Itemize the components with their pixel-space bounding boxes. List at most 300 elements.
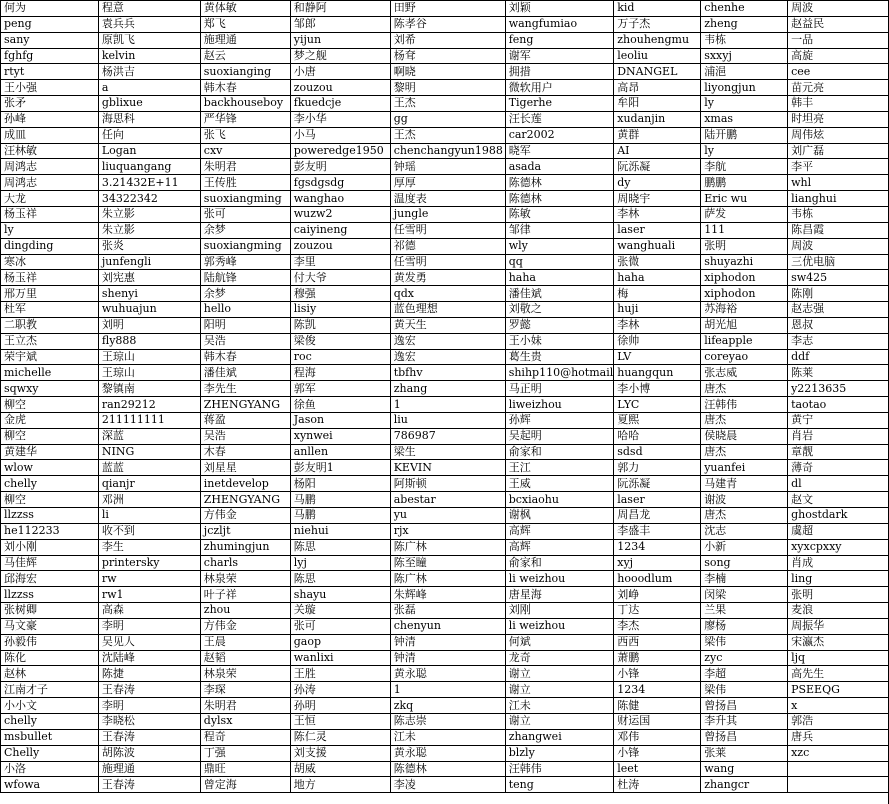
table-cell[interactable]: 高辉 xyxy=(505,539,614,555)
table-cell[interactable]: 萨发 xyxy=(701,206,788,222)
table-cell[interactable]: 徐帅 xyxy=(614,333,701,349)
table-cell[interactable]: 余梦 xyxy=(200,222,290,238)
table-cell[interactable]: 何斌 xyxy=(505,634,614,650)
table-cell[interactable]: shenyi xyxy=(98,286,200,302)
table-cell[interactable]: sxxyj xyxy=(701,48,788,64)
table-cell[interactable]: wanghuali xyxy=(614,238,701,254)
table-cell[interactable]: rtyt xyxy=(1,64,99,80)
table-cell[interactable]: 陈孝谷 xyxy=(390,16,505,32)
table-cell[interactable]: chenyun xyxy=(390,618,505,634)
table-cell[interactable]: 梁俊 xyxy=(290,333,390,349)
table-cell[interactable]: 阮泺凝 xyxy=(614,159,701,175)
table-cell[interactable]: 虞超 xyxy=(788,523,889,539)
table-cell[interactable]: 唐星海 xyxy=(505,587,614,603)
table-cell[interactable]: jungle xyxy=(390,206,505,222)
table-cell[interactable]: inetdevelop xyxy=(200,476,290,492)
table-cell[interactable]: liyongjun xyxy=(701,80,788,96)
table-cell[interactable]: 孙辉 xyxy=(505,412,614,428)
table-cell[interactable]: 小锋 xyxy=(614,666,701,682)
table-cell[interactable]: 王晨 xyxy=(200,634,290,650)
table-cell[interactable]: wlow xyxy=(1,460,99,476)
table-cell[interactable]: 邓洲 xyxy=(98,492,200,508)
table-cell[interactable]: 温度表 xyxy=(390,191,505,207)
table-cell[interactable]: 浦浥 xyxy=(701,64,788,80)
table-cell[interactable]: 1234 xyxy=(614,682,701,698)
table-cell[interactable]: Chelly xyxy=(1,745,99,761)
table-cell[interactable]: 李林 xyxy=(614,317,701,333)
table-cell[interactable]: Jason xyxy=(290,412,390,428)
table-cell[interactable]: ling xyxy=(788,571,889,587)
table-cell[interactable]: 陈广林 xyxy=(390,539,505,555)
table-cell[interactable]: 汪韩伟 xyxy=(701,397,788,413)
table-cell[interactable]: 汪长莲 xyxy=(505,111,614,127)
table-cell[interactable]: 潘佳斌 xyxy=(505,286,614,302)
table-cell[interactable]: 刘小刚 xyxy=(1,539,99,555)
table-cell[interactable]: michelle xyxy=(1,365,99,381)
table-cell[interactable]: ghostdark xyxy=(788,508,889,524)
table-cell[interactable]: 陈化 xyxy=(1,650,99,666)
table-cell[interactable]: 李林 xyxy=(614,206,701,222)
table-cell[interactable]: rw1 xyxy=(98,587,200,603)
table-cell[interactable]: zhangwei xyxy=(505,729,614,745)
table-cell[interactable]: whl xyxy=(788,175,889,191)
table-cell[interactable]: 蓝蓝 xyxy=(98,460,200,476)
table-cell[interactable]: charls xyxy=(200,555,290,571)
table-cell[interactable]: feng xyxy=(505,32,614,48)
table-cell[interactable] xyxy=(788,761,889,777)
table-cell[interactable]: 吴起明 xyxy=(505,428,614,444)
table-cell[interactable]: 高昂 xyxy=(614,80,701,96)
table-cell[interactable]: 高辉 xyxy=(505,523,614,539)
table-cell[interactable]: 阮泺凝 xyxy=(614,476,701,492)
table-cell[interactable]: 杜军 xyxy=(1,302,99,318)
table-cell[interactable]: 任雪明 xyxy=(390,254,505,270)
table-cell[interactable] xyxy=(788,777,889,793)
table-cell[interactable]: 哈哈 xyxy=(614,428,701,444)
table-cell[interactable]: ly xyxy=(701,143,788,159)
table-cell[interactable]: 谢波 xyxy=(701,492,788,508)
table-cell[interactable]: zhang xyxy=(390,381,505,397)
table-cell[interactable]: tbfhv xyxy=(390,365,505,381)
table-cell[interactable]: KEVIN xyxy=(390,460,505,476)
table-cell[interactable]: 牟阳 xyxy=(614,96,701,112)
table-cell[interactable]: 曾扬昌 xyxy=(701,698,788,714)
table-cell[interactable]: cxv xyxy=(200,143,290,159)
table-cell[interactable]: 陈仁灵 xyxy=(290,729,390,745)
table-cell[interactable]: haha xyxy=(614,270,701,286)
table-cell[interactable]: 陈思 xyxy=(290,571,390,587)
table-cell[interactable]: wuzw2 xyxy=(290,206,390,222)
table-cell[interactable]: 小新 xyxy=(701,539,788,555)
table-cell[interactable]: chenchangyun1988 xyxy=(390,143,505,159)
table-cell[interactable]: 黄宁 xyxy=(788,412,889,428)
table-cell[interactable]: coreyao xyxy=(701,349,788,365)
table-cell[interactable]: 三优电脑 xyxy=(788,254,889,270)
table-cell[interactable]: 张树卿 xyxy=(1,603,99,619)
table-cell[interactable]: ly xyxy=(701,96,788,112)
table-cell[interactable]: 张磊 xyxy=(390,603,505,619)
table-cell[interactable]: abestar xyxy=(390,492,505,508)
table-cell[interactable]: 收不到 xyxy=(98,523,200,539)
table-cell[interactable]: 刘峥 xyxy=(614,587,701,603)
table-cell[interactable]: 李生 xyxy=(98,539,200,555)
table-cell[interactable]: yijun xyxy=(290,32,390,48)
table-cell[interactable]: 马佳辉 xyxy=(1,555,99,571)
table-cell[interactable]: 黄建华 xyxy=(1,444,99,460)
table-cell[interactable]: 肖成 xyxy=(788,555,889,571)
table-cell[interactable]: 陈思 xyxy=(290,539,390,555)
table-cell[interactable]: 邓伟 xyxy=(614,729,701,745)
table-cell[interactable]: 恩叔 xyxy=(788,317,889,333)
table-cell[interactable]: 邹郎 xyxy=(290,16,390,32)
table-cell[interactable]: 马正明 xyxy=(505,381,614,397)
table-cell[interactable]: 方伟金 xyxy=(200,618,290,634)
table-cell[interactable]: 3.21432E+11 xyxy=(98,175,200,191)
table-cell[interactable]: xyxcpxxy xyxy=(788,539,889,555)
table-cell[interactable]: 小小文 xyxy=(1,698,99,714)
table-cell[interactable]: 高先生 xyxy=(788,666,889,682)
table-cell[interactable]: 李小博 xyxy=(614,381,701,397)
table-cell[interactable]: roc xyxy=(290,349,390,365)
table-cell[interactable]: 刘颖 xyxy=(505,1,614,17)
table-cell[interactable]: llzzss xyxy=(1,508,99,524)
table-cell[interactable]: zhou xyxy=(200,603,290,619)
table-cell[interactable]: 黄永聪 xyxy=(390,666,505,682)
table-cell[interactable]: 李楠 xyxy=(701,571,788,587)
table-cell[interactable]: 马建青 xyxy=(701,476,788,492)
table-cell[interactable]: 万子杰 xyxy=(614,16,701,32)
table-cell[interactable]: 任雪明 xyxy=(390,222,505,238)
table-cell[interactable]: 陈捷 xyxy=(98,666,200,682)
table-cell[interactable]: 杨玉祥 xyxy=(1,270,99,286)
table-cell[interactable]: 王琼山 xyxy=(98,349,200,365)
table-cell[interactable]: 廖杨 xyxy=(701,618,788,634)
table-cell[interactable]: 苏海裕 xyxy=(701,302,788,318)
table-cell[interactable]: 丁达 xyxy=(614,603,701,619)
table-cell[interactable]: cee xyxy=(788,64,889,80)
table-cell[interactable]: printersky xyxy=(98,555,200,571)
table-cell[interactable]: 罗懿 xyxy=(505,317,614,333)
table-cell[interactable]: 何为 xyxy=(1,1,99,17)
table-cell[interactable]: lyj xyxy=(290,555,390,571)
table-cell[interactable]: 韩木春 xyxy=(200,80,290,96)
table-cell[interactable]: 赵韬 xyxy=(200,650,290,666)
table-cell[interactable]: 小马 xyxy=(290,127,390,143)
table-cell[interactable]: ran29212 xyxy=(98,397,200,413)
table-cell[interactable]: 钟清 xyxy=(390,650,505,666)
table-cell[interactable]: 夏熙 xyxy=(614,412,701,428)
table-cell[interactable]: 周鸿志 xyxy=(1,175,99,191)
table-cell[interactable]: 钟清 xyxy=(390,634,505,650)
table-cell[interactable]: 李航 xyxy=(701,159,788,175)
table-cell[interactable]: rjx xyxy=(390,523,505,539)
table-cell[interactable]: 曾扬昌 xyxy=(701,729,788,745)
table-cell[interactable]: 周鸿志 xyxy=(1,159,99,175)
table-cell[interactable]: 程意 xyxy=(98,1,200,17)
table-cell[interactable]: shuyazhi xyxy=(701,254,788,270)
table-cell[interactable]: 宋瀛杰 xyxy=(788,634,889,650)
table-cell[interactable]: 谢立 xyxy=(505,713,614,729)
table-cell[interactable]: 梁伟 xyxy=(701,634,788,650)
table-cell[interactable]: wanghao xyxy=(290,191,390,207)
table-cell[interactable]: 程海 xyxy=(290,365,390,381)
table-cell[interactable]: 林泉荣 xyxy=(200,571,290,587)
table-cell[interactable]: 梁生 xyxy=(390,444,505,460)
table-cell[interactable]: 程奇 xyxy=(200,729,290,745)
table-cell[interactable]: rw xyxy=(98,571,200,587)
table-cell[interactable]: 黄发勇 xyxy=(390,270,505,286)
table-cell[interactable]: 西西 xyxy=(614,634,701,650)
table-cell[interactable]: 刘希 xyxy=(390,32,505,48)
table-cell[interactable]: 袁兵兵 xyxy=(98,16,200,32)
table-cell[interactable]: 施理通 xyxy=(98,761,200,777)
table-cell[interactable]: 王杰 xyxy=(390,127,505,143)
table-cell[interactable]: x xyxy=(788,698,889,714)
table-cell[interactable]: 萧鹏 xyxy=(614,650,701,666)
table-cell[interactable]: wuhuajun xyxy=(98,302,200,318)
table-cell[interactable]: 海思科 xyxy=(98,111,200,127)
table-cell[interactable]: ly xyxy=(1,222,99,238)
table-cell[interactable]: wangfumiao xyxy=(505,16,614,32)
table-cell[interactable]: 谢立 xyxy=(505,666,614,682)
table-cell[interactable]: 马文豪 xyxy=(1,618,99,634)
table-cell[interactable]: 俞家和 xyxy=(505,444,614,460)
table-cell[interactable]: 李明 xyxy=(98,618,200,634)
table-cell[interactable]: 朱明君 xyxy=(200,698,290,714)
table-cell[interactable]: jczljt xyxy=(200,523,290,539)
table-cell[interactable]: 李凌 xyxy=(390,777,505,793)
table-cell[interactable]: 孙峰 xyxy=(1,111,99,127)
table-cell[interactable]: 赵益民 xyxy=(788,16,889,32)
table-cell[interactable]: fghfg xyxy=(1,48,99,64)
table-cell[interactable]: xudanjin xyxy=(614,111,701,127)
table-cell[interactable]: PSEEQG xyxy=(788,682,889,698)
table-cell[interactable]: fkuedcje xyxy=(290,96,390,112)
table-cell[interactable]: 韦栋 xyxy=(701,32,788,48)
table-cell[interactable]: 黄天生 xyxy=(390,317,505,333)
table-cell[interactable]: peng xyxy=(1,16,99,32)
table-cell[interactable]: wly xyxy=(505,238,614,254)
table-cell[interactable]: 111 xyxy=(701,222,788,238)
table-cell[interactable]: kelvin xyxy=(98,48,200,64)
table-cell[interactable]: xiphodon xyxy=(701,286,788,302)
table-cell[interactable]: qdx xyxy=(390,286,505,302)
table-cell[interactable]: 黎镇南 xyxy=(98,381,200,397)
table-cell[interactable]: lianghui xyxy=(788,191,889,207)
table-cell[interactable]: wanlixi xyxy=(290,650,390,666)
table-cell[interactable]: 郭秀峰 xyxy=(200,254,290,270)
table-cell[interactable]: 王胜 xyxy=(290,666,390,682)
table-cell[interactable]: blzly xyxy=(505,745,614,761)
table-cell[interactable]: 阿斯顿 xyxy=(390,476,505,492)
table-cell[interactable]: song xyxy=(701,555,788,571)
table-cell[interactable]: 时坦亮 xyxy=(788,111,889,127)
table-cell[interactable]: 孙明 xyxy=(290,698,390,714)
table-cell[interactable]: 小唐 xyxy=(290,64,390,80)
table-cell[interactable]: 财运国 xyxy=(614,713,701,729)
table-cell[interactable]: 张可 xyxy=(290,618,390,634)
table-cell[interactable]: zhumingjun xyxy=(200,539,290,555)
table-cell[interactable]: 韩丰 xyxy=(788,96,889,112)
table-cell[interactable]: 211111111 xyxy=(98,412,200,428)
table-cell[interactable]: 严华锋 xyxy=(200,111,290,127)
table-cell[interactable]: lifeapple xyxy=(701,333,788,349)
table-cell[interactable]: hooodlum xyxy=(614,571,701,587)
table-cell[interactable]: 唐杰 xyxy=(701,508,788,524)
table-cell[interactable]: 786987 xyxy=(390,428,505,444)
table-cell[interactable]: 杨玉祥 xyxy=(1,206,99,222)
table-cell[interactable]: 闵梁 xyxy=(701,587,788,603)
table-cell[interactable]: 1 xyxy=(390,397,505,413)
table-cell[interactable]: sdsd xyxy=(614,444,701,460)
table-cell[interactable]: 林泉荣 xyxy=(200,666,290,682)
table-cell[interactable]: 沈陆峰 xyxy=(98,650,200,666)
table-cell[interactable]: 丁强 xyxy=(200,745,290,761)
table-cell[interactable]: fgsdgsdg xyxy=(290,175,390,191)
table-cell[interactable]: huangqun xyxy=(614,365,701,381)
table-cell[interactable]: 阳明 xyxy=(200,317,290,333)
table-cell[interactable]: 鹏鹏 xyxy=(701,175,788,191)
table-cell[interactable]: 孙涛 xyxy=(290,682,390,698)
table-cell[interactable]: 小锋 xyxy=(614,745,701,761)
table-cell[interactable]: 彭友明1 xyxy=(290,460,390,476)
table-cell[interactable]: 二职教 xyxy=(1,317,99,333)
table-cell[interactable]: 陈敏 xyxy=(505,206,614,222)
table-cell[interactable]: poweredge1950 xyxy=(290,143,390,159)
table-cell[interactable]: 刘刚 xyxy=(505,603,614,619)
table-cell[interactable]: 高森 xyxy=(98,603,200,619)
table-cell[interactable]: 唐兵 xyxy=(788,729,889,745)
table-cell[interactable]: 兰果 xyxy=(701,603,788,619)
table-cell[interactable]: 晓军 xyxy=(505,143,614,159)
table-cell[interactable]: 刘广磊 xyxy=(788,143,889,159)
table-cell[interactable]: 陈志崇 xyxy=(390,713,505,729)
table-cell[interactable]: 成皿 xyxy=(1,127,99,143)
table-cell[interactable]: 柳空 xyxy=(1,428,99,444)
table-cell[interactable]: leet xyxy=(614,761,701,777)
table-cell[interactable]: 薄奇 xyxy=(788,460,889,476)
table-cell[interactable]: 刘宪惠 xyxy=(98,270,200,286)
table-cell[interactable]: 杨洪吉 xyxy=(98,64,200,80)
table-cell[interactable]: 李超 xyxy=(701,666,788,682)
table-cell[interactable]: 陈至瞳 xyxy=(390,555,505,571)
table-cell[interactable]: 马鹏 xyxy=(290,492,390,508)
table-cell[interactable]: 黄体敏 xyxy=(200,1,290,17)
table-cell[interactable]: 张微 xyxy=(614,254,701,270)
table-cell[interactable]: zhangcr xyxy=(701,777,788,793)
table-cell[interactable]: 龙奇 xyxy=(505,650,614,666)
table-cell[interactable]: 深蓝 xyxy=(98,428,200,444)
table-cell[interactable]: 陈凯 xyxy=(290,317,390,333)
table-cell[interactable]: 杜涛 xyxy=(614,777,701,793)
table-cell[interactable]: 李平 xyxy=(788,159,889,175)
table-cell[interactable]: 关璇 xyxy=(290,603,390,619)
table-cell[interactable]: yuanfei xyxy=(701,460,788,476)
table-cell[interactable]: 李明 xyxy=(98,698,200,714)
table-cell[interactable]: 王琼山 xyxy=(98,365,200,381)
table-cell[interactable]: taotao xyxy=(788,397,889,413)
table-cell[interactable]: DNANGEL xyxy=(614,64,701,80)
table-cell[interactable]: 谢枫 xyxy=(505,508,614,524)
table-cell[interactable]: dy xyxy=(614,175,701,191)
table-cell[interactable]: 肖岩 xyxy=(788,428,889,444)
table-cell[interactable]: 叶子祥 xyxy=(200,587,290,603)
table-cell[interactable]: zyc xyxy=(701,650,788,666)
table-cell[interactable]: 郑飞 xyxy=(200,16,290,32)
table-cell[interactable]: 潘佳斌 xyxy=(200,365,290,381)
table-cell[interactable]: liu xyxy=(390,412,505,428)
table-cell[interactable]: xzc xyxy=(788,745,889,761)
table-cell[interactable]: 张可 xyxy=(200,206,290,222)
table-cell[interactable]: 王春涛 xyxy=(98,729,200,745)
table-cell[interactable]: 郭浩 xyxy=(788,713,889,729)
table-cell[interactable]: ljq xyxy=(788,650,889,666)
table-cell[interactable]: 啊晓 xyxy=(390,64,505,80)
table-cell[interactable]: liweizhou xyxy=(505,397,614,413)
table-cell[interactable]: sany xyxy=(1,32,99,48)
table-cell[interactable]: li weizhou xyxy=(505,571,614,587)
table-cell[interactable]: dl xyxy=(788,476,889,492)
table-cell[interactable]: 陈广林 xyxy=(390,571,505,587)
table-cell[interactable]: 梦之舰 xyxy=(290,48,390,64)
table-cell[interactable]: 金虎 xyxy=(1,412,99,428)
table-cell[interactable]: huji xyxy=(614,302,701,318)
table-cell[interactable]: 方伟金 xyxy=(200,508,290,524)
table-cell[interactable]: 黎明 xyxy=(390,80,505,96)
table-cell[interactable]: qianjr xyxy=(98,476,200,492)
table-cell[interactable]: 王恒 xyxy=(290,713,390,729)
table-cell[interactable]: 梅 xyxy=(614,286,701,302)
table-cell[interactable]: 周伟炫 xyxy=(788,127,889,143)
table-cell[interactable]: haha xyxy=(505,270,614,286)
table-cell[interactable]: hello xyxy=(200,302,290,318)
table-cell[interactable]: NING xyxy=(98,444,200,460)
table-cell[interactable]: 陈昌霞 xyxy=(788,222,889,238)
table-cell[interactable]: 朱立影 xyxy=(98,222,200,238)
table-cell[interactable]: qq xyxy=(505,254,614,270)
table-cell[interactable]: 祁德 xyxy=(390,238,505,254)
table-cell[interactable]: 胡陈波 xyxy=(98,745,200,761)
table-cell[interactable]: asada xyxy=(505,159,614,175)
table-cell[interactable]: 施理通 xyxy=(200,32,290,48)
table-cell[interactable]: 李升其 xyxy=(701,713,788,729)
table-cell[interactable]: 邹律 xyxy=(505,222,614,238)
table-cell[interactable]: 陆航锋 xyxy=(200,270,290,286)
table-cell[interactable]: 拥措 xyxy=(505,64,614,80)
table-cell[interactable]: 厚厚 xyxy=(390,175,505,191)
table-cell[interactable]: 王小妹 xyxy=(505,333,614,349)
table-cell[interactable]: 江未 xyxy=(390,729,505,745)
table-cell[interactable]: 周晓宇 xyxy=(614,191,701,207)
table-cell[interactable]: anllen xyxy=(290,444,390,460)
table-cell[interactable]: ddf xyxy=(788,349,889,365)
table-cell[interactable]: 胡威 xyxy=(290,761,390,777)
table-cell[interactable]: 赵林 xyxy=(1,666,99,682)
table-cell[interactable]: wfowa xyxy=(1,777,99,793)
table-cell[interactable]: 吴浩 xyxy=(200,333,290,349)
table-cell[interactable]: AI xyxy=(614,143,701,159)
table-cell[interactable]: 张飞 xyxy=(200,127,290,143)
table-cell[interactable]: 穆强 xyxy=(290,286,390,302)
table-cell[interactable]: 田野 xyxy=(390,1,505,17)
table-cell[interactable]: 王小强 xyxy=(1,80,99,96)
table-cell[interactable]: niehui xyxy=(290,523,390,539)
table-cell[interactable]: caiyineng xyxy=(290,222,390,238)
table-cell[interactable]: 刘明 xyxy=(98,317,200,333)
table-cell[interactable]: 逸宏 xyxy=(390,349,505,365)
table-cell[interactable]: gblixue xyxy=(98,96,200,112)
table-cell[interactable]: liuquangang xyxy=(98,159,200,175)
